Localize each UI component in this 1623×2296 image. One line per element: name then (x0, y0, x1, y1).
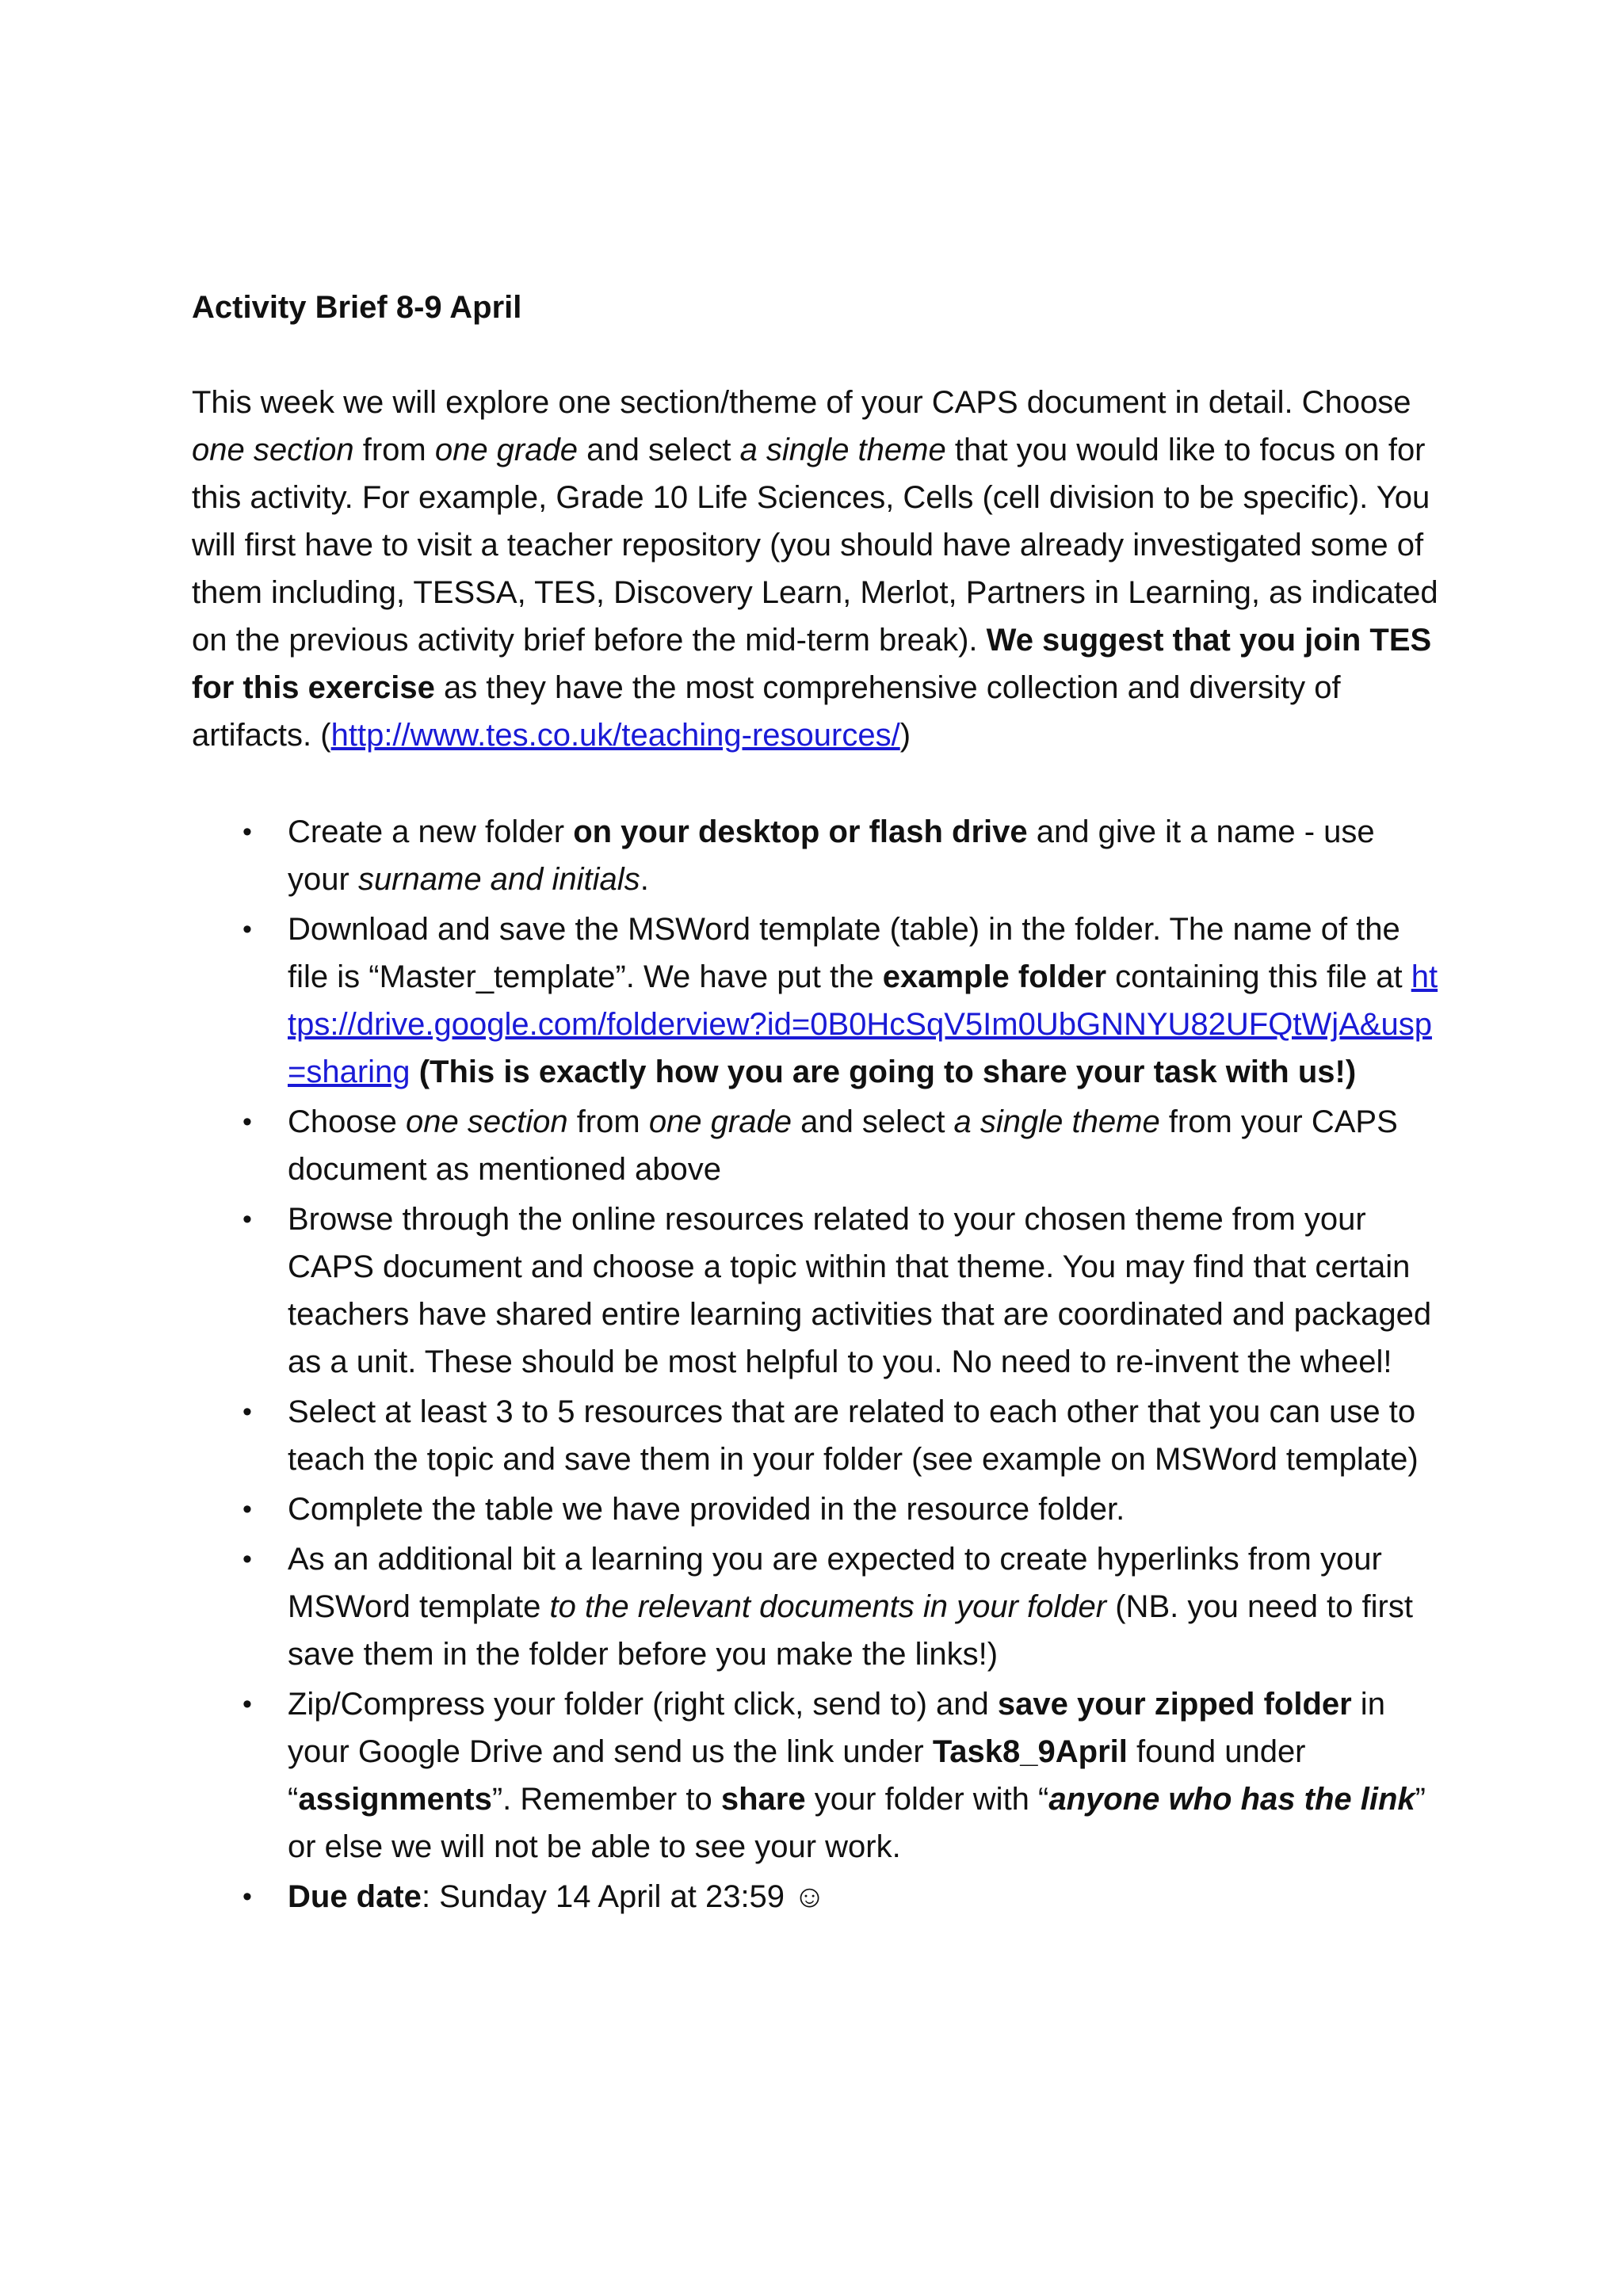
list-item (192, 1486, 1444, 1533)
item-text: Download and save the MSWord template (table) in the folder. The name of the file is “Master_template”. We have put the (288, 912, 1400, 994)
item-emphasis: to the relevant documents in your folder (549, 1589, 1107, 1624)
intro-text: from (353, 433, 435, 467)
intro-text: as they have the most comprehensive collection and diversity of artifacts. ( (192, 670, 1341, 753)
item-text: (NB. you need to first save them in the folder before you make the links!) (288, 1589, 1413, 1672)
list-item (192, 1873, 1444, 1920)
intro-paragraph (192, 379, 1444, 759)
bullet-icon: • (242, 1689, 252, 1719)
intro-emphasis: a single theme (739, 433, 946, 467)
list-item (192, 906, 1444, 1096)
item-text: Complete the table we have provided in the resource folder. (288, 1492, 1125, 1527)
bullet-icon: • (242, 1397, 252, 1427)
task-list (192, 808, 1444, 1920)
item-text: and select (791, 1104, 954, 1139)
due-date-label: Due date (288, 1879, 422, 1914)
item-text: your folder with “ (805, 1782, 1049, 1817)
item-strong: example folder (882, 959, 1107, 994)
item-text: ” or else we will not be able to see your work. (288, 1782, 1426, 1864)
bullet-icon: • (242, 817, 252, 847)
item-text: in your Google Drive and send us the link under (288, 1687, 1385, 1769)
bullet-icon: • (242, 1494, 252, 1524)
intro-strong: We suggest that you join TES for this exercise (192, 623, 1432, 705)
item-emphasis: a single theme (953, 1104, 1160, 1139)
item-text: found under “ (288, 1734, 1306, 1817)
item-strong: assignments (298, 1782, 492, 1817)
item-text: containing this file at (1106, 959, 1411, 994)
item-strong: Task8_9April (932, 1734, 1128, 1769)
item-text: from your CAPS document as mentioned above (288, 1104, 1398, 1187)
bullet-icon: • (242, 914, 252, 944)
item-strong: share (720, 1782, 806, 1817)
intro-text: This week we will explore one section/theme of your CAPS document in detail. Choose (192, 385, 1411, 420)
list-item (192, 1535, 1444, 1678)
bullet-icon: • (242, 1107, 252, 1137)
item-emphasis: one section (405, 1104, 568, 1139)
item-text: Choose (288, 1104, 406, 1139)
google-drive-folder-link[interactable]: https://drive.google.com/folderview?id=0B0HcSqV5Im0UbGNNYU82UFQtWjA&usp=sharing (288, 959, 1438, 1089)
item-strong: (This is exactly how you are going to share your task with us!) (418, 1055, 1357, 1089)
item-text: . (640, 862, 649, 897)
item-strong: save your zipped folder (997, 1687, 1352, 1722)
tes-resources-link[interactable]: http://www.tes.co.uk/teaching-resources/ (330, 718, 900, 753)
page-title: Activity Brief 8-9 April (192, 290, 522, 325)
due-date-value: : Sunday 14 April at 23:59 ☺ (421, 1879, 826, 1914)
item-text: As an additional bit a learning you are expected to create hyperlinks from your MSWord template (288, 1542, 1382, 1624)
list-item (192, 808, 1444, 903)
bullet-icon: • (242, 1204, 252, 1234)
intro-emphasis: one section (192, 433, 354, 467)
item-text: Create a new folder (288, 814, 574, 849)
bullet-icon: • (242, 1882, 252, 1912)
list-item (192, 1196, 1444, 1386)
item-text: and give it a name - use your (288, 814, 1375, 897)
item-text (411, 1055, 419, 1089)
item-text: Select at least 3 to 5 resources that are related to each other that you can use to teach the topic and save them in your folder (see example on MSWord template) (288, 1394, 1419, 1477)
item-strong-emphasis: anyone who has the link (1048, 1782, 1415, 1817)
item-text: from (567, 1104, 649, 1139)
bullet-icon: • (242, 1544, 252, 1574)
item-emphasis: surname and initials (357, 862, 640, 897)
list-item (192, 1680, 1444, 1871)
item-text: ”. Remember to (491, 1782, 721, 1817)
intro-text: that you would like to focus on for this activity. For example, Grade 10 Life Sciences, Cells (cell division to be specific). You will first have to visit a teacher repository (you should have already investigated some of them including, TESSA, TES, Discovery Learn, Merlot, Partners in Learning, as indicated on the previous activity brief before the mid-term break). (192, 433, 1438, 658)
item-emphasis: one grade (648, 1104, 792, 1139)
list-item (192, 1388, 1444, 1483)
document-body (192, 284, 1444, 1923)
intro-text: and select (577, 433, 740, 467)
item-text: Browse through the online resources related to your chosen theme from your CAPS document and choose a topic within that theme. You may find that certain teachers have shared entire learning activities that are coordinated and packaged as a unit. These should be most helpful to you. No need to re-invent the wheel! (288, 1202, 1432, 1379)
list-item (192, 1098, 1444, 1193)
item-text: Zip/Compress your folder (right click, send to) and (288, 1687, 998, 1722)
intro-text: ) (899, 718, 911, 753)
intro-emphasis: one grade (434, 433, 578, 467)
item-strong: on your desktop or flash drive (573, 814, 1028, 849)
